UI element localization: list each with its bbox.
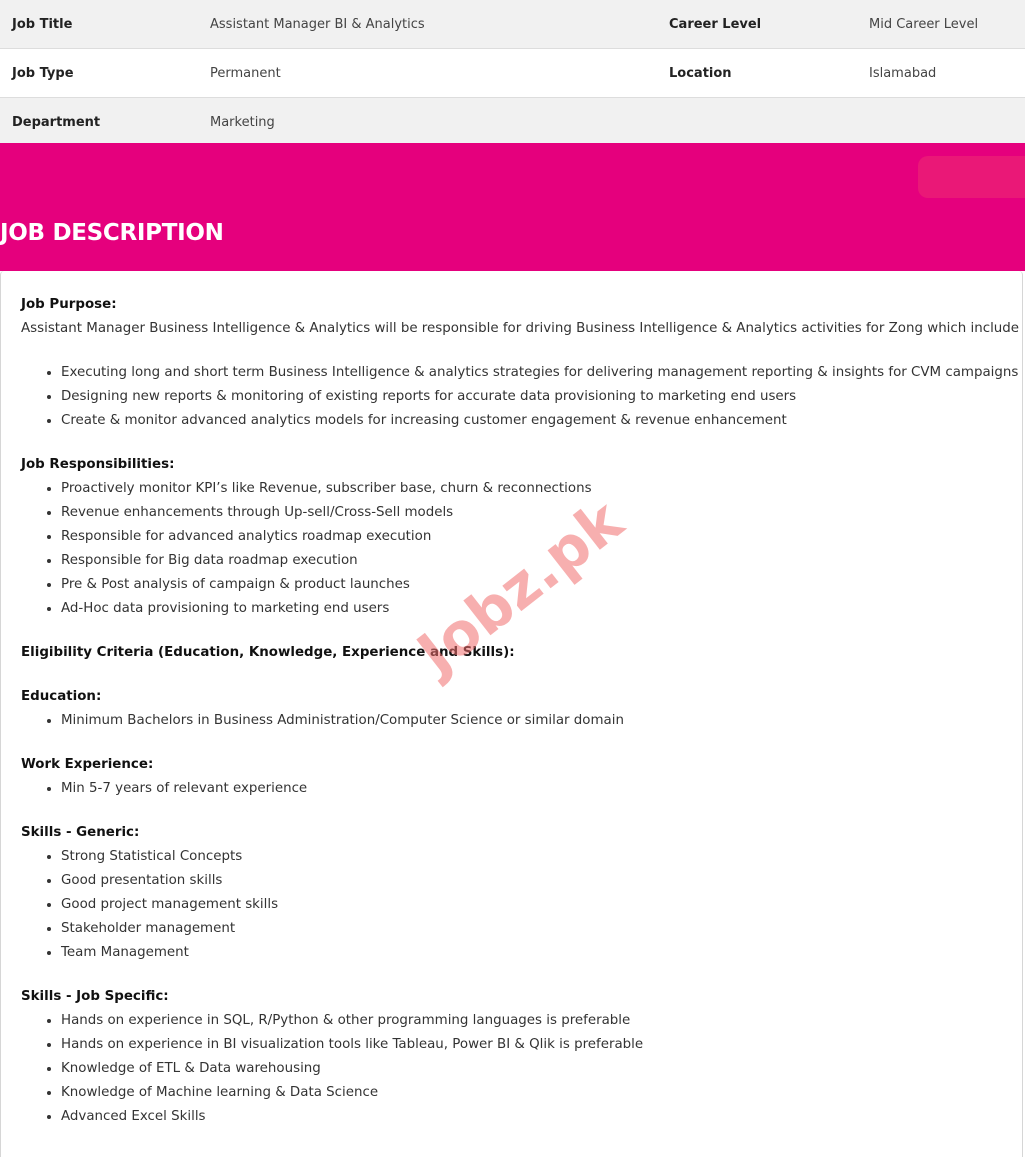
spacer (21, 433, 1021, 453)
skills-generic-heading: Skills - Generic: (21, 825, 140, 840)
info-row (0, 0, 1025, 49)
education-list (21, 709, 1021, 733)
list-item: • Min 5-7 years of relevant experience (61, 777, 1021, 801)
spacer (21, 621, 1021, 641)
spacer (21, 341, 1021, 361)
job-type-label: Job Type (0, 49, 198, 98)
list-item: • Designing new reports & monitoring of existing reports for accurate data provisioning to marketing end users (61, 385, 1021, 409)
list-item: • Ad-Hoc data provisioning to marketing end users (61, 597, 1021, 621)
job-description-title: JOB DESCRIPTION (0, 220, 224, 246)
spacer (21, 801, 1021, 821)
job-description-body (21, 293, 1021, 1129)
list-item: • Advanced Excel Skills (61, 1105, 1021, 1129)
department-value: Marketing (198, 98, 657, 147)
empty-cell (857, 98, 1025, 147)
watermark-logo: Jobz.pk (404, 486, 635, 688)
list-item: • Hands on experience in BI visualization tools like Tableau, Power BI & Qlik is preferable (61, 1033, 1021, 1057)
job-description-banner (0, 143, 1025, 271)
location-label: Location (657, 49, 857, 98)
list-item: • Responsible for Big data roadmap execution (61, 549, 1021, 573)
info-row (0, 98, 1025, 147)
spacer (21, 965, 1021, 985)
list-item: • Responsible for advanced analytics roadmap execution (61, 525, 1021, 549)
list-item: • Proactively monitor KPI’s like Revenue, subscriber base, churn & reconnections (61, 477, 1021, 501)
list-item: • Pre & Post analysis of campaign & product launches (61, 573, 1021, 597)
info-row (0, 49, 1025, 98)
location-value: Islamabad (857, 49, 1025, 98)
work-experience-heading: Work Experience: (21, 757, 154, 772)
job-type-value: Permanent (198, 49, 657, 98)
job-responsibilities-heading: Job Responsibilities: (21, 457, 175, 472)
spacer (21, 665, 1021, 685)
work-experience-list (21, 777, 1021, 801)
list-item: • Create & monitor advanced analytics models for increasing customer engagement & revenue enhancement (61, 409, 1021, 433)
job-purpose-text: Assistant Manager Business Intelligence & Analytics will be responsible for driving Business Intelligence & Analytics activities for Zong which include (21, 321, 1020, 336)
empty-cell (657, 98, 857, 147)
list-item: • Team Management (61, 941, 1021, 965)
skills-specific-list (21, 1009, 1021, 1129)
career-level-label: Career Level (657, 0, 857, 49)
list-item: • Revenue enhancements through Up-sell/Cross-Sell models (61, 501, 1021, 525)
purpose-list (21, 361, 1021, 433)
list-item: • Executing long and short term Business Intelligence & analytics strategies for delivering management reporting & insights for CVM campaigns (61, 361, 1021, 385)
skills-generic-list (21, 845, 1021, 965)
eligibility-heading: Eligibility Criteria (Education, Knowledge, Experience and Skills): (21, 645, 515, 660)
list-item: • Good project management skills (61, 893, 1021, 917)
list-item: • Minimum Bachelors in Business Administration/Computer Science or similar domain (61, 709, 1021, 733)
list-item: • Stakeholder management (61, 917, 1021, 941)
job-info-table (0, 0, 1025, 147)
department-label: Department (0, 98, 198, 147)
list-item: • Hands on experience in SQL, R/Python & other programming languages is preferable (61, 1009, 1021, 1033)
list-item: • Knowledge of Machine learning & Data Science (61, 1081, 1021, 1105)
list-item: • Good presentation skills (61, 869, 1021, 893)
job-title-value: Assistant Manager BI & Analytics (198, 0, 657, 49)
career-level-value: Mid Career Level (857, 0, 1025, 49)
job-title-label: Job Title (0, 0, 198, 49)
education-heading: Education: (21, 689, 102, 704)
list-item: • Strong Statistical Concepts (61, 845, 1021, 869)
responsibilities-list (21, 477, 1021, 621)
banner-tab (918, 156, 1025, 198)
job-purpose-heading: Job Purpose: (21, 297, 117, 312)
job-description-panel (0, 271, 1023, 1157)
list-item: • Knowledge of ETL & Data warehousing (61, 1057, 1021, 1081)
spacer (21, 733, 1021, 753)
skills-specific-heading: Skills - Job Specific: (21, 989, 169, 1004)
